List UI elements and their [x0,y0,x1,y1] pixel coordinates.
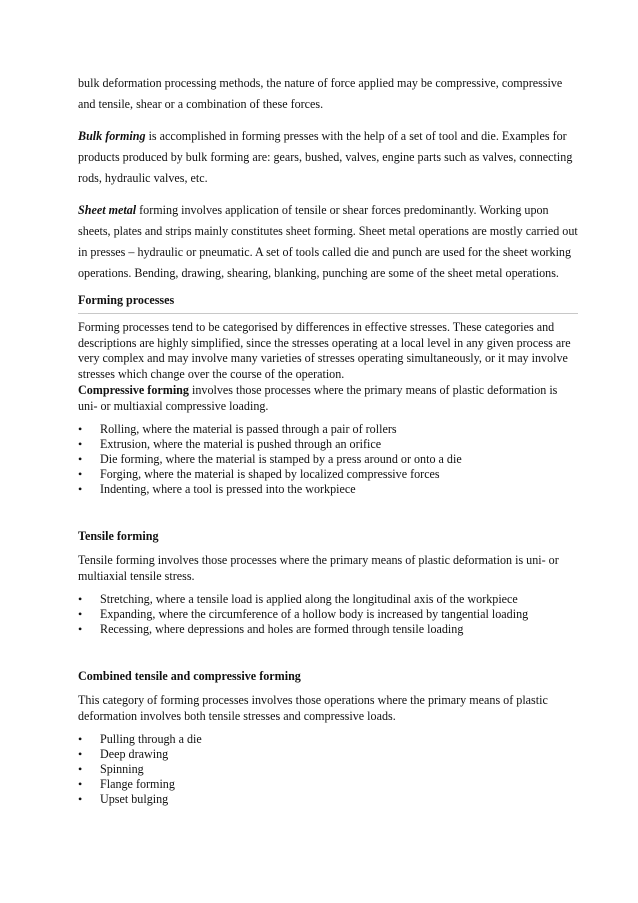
bulk-forming-paragraph [78,126,578,189]
sheet-metal-paragraph [78,200,578,284]
list-item: • Expanding, where the circumference of a hollow body is increased by tangential loading [78,607,578,622]
list-item: • Upset bulging [78,792,578,807]
intro-paragraph: bulk deformation processing methods, the nature of force applied may be compressive, compressive and tensile, shear or a combination of these forces. [78,76,563,111]
combined-forming-heading: Combined tensile and compressive forming [78,669,301,683]
forming-processes-paragraph: Forming processes tend to be categorised by differences in effective stresses. These categories and descriptions are highly simplified, since the stresses operating at a local level in any given process are very complex and may involve many varieties of stresses operating simultaneously, or it may involve stresses which change over the course of the operation. [78,320,571,381]
list-item: • Pulling through a die [78,732,578,747]
list-item: • Flange forming [78,777,578,792]
forming-processes-heading: Forming processes [78,292,578,314]
list-item: • Rolling, where the material is passed through a pair of rollers [78,422,578,437]
sheet-metal-text: forming involves application of tensile or shear forces predominantly. Working upon sheets, plates and strips mainly constitutes sheet forming. Sheet metal operations are mostly carried out in presses – hydraulic or pneumatic. A set of tools called die and punch are used for the sheet working operations. Bending, drawing, shearing, blanking, punching are some of the sheet metal operations. [78,203,578,280]
sheet-metal-term: Sheet metal [78,203,137,217]
list-item: • Forging, where the material is shaped by localized compressive forces [78,467,578,482]
list-item: • Deep drawing [78,747,578,762]
combined-forming-list [78,732,578,807]
compressive-forming-text: involves those processes where the primary means of plastic deformation is uni- or multiaxial compressive loading. [78,383,558,413]
tensile-forming-heading: Tensile forming [78,529,159,543]
tensile-forming-paragraph: Tensile forming involves those processes where the primary means of plastic deformation is uni- or multiaxial tensile stress. [78,553,559,583]
compressive-forming-list [78,422,578,497]
combined-forming-paragraph: This category of forming processes involves those operations where the primary means of plastic deformation involves both tensile stresses and compressive loads. [78,693,548,723]
tensile-forming-list [78,592,578,637]
compressive-forming-paragraph [78,383,578,414]
list-item: • Spinning [78,762,578,777]
bulk-forming-term: Bulk forming [78,129,146,143]
list-item: • Stretching, where a tensile load is applied along the longitudinal axis of the workpiece [78,592,578,607]
list-item: • Extrusion, where the material is pushed through an orifice [78,437,578,452]
list-item: • Die forming, where the material is stamped by a press around or onto a die [78,452,578,467]
list-item: • Recessing, where depressions and holes are formed through tensile loading [78,622,578,637]
compressive-forming-term: Compressive forming [78,383,189,397]
bulk-forming-text: is accomplished in forming presses with the help of a set of tool and die. Examples for products produced by bulk forming are: gears, bushed, valves, engine parts such as valves, connecting rods, hydraulic valves, etc. [78,129,573,185]
list-item: • Indenting, where a tool is pressed into the workpiece [78,482,578,497]
